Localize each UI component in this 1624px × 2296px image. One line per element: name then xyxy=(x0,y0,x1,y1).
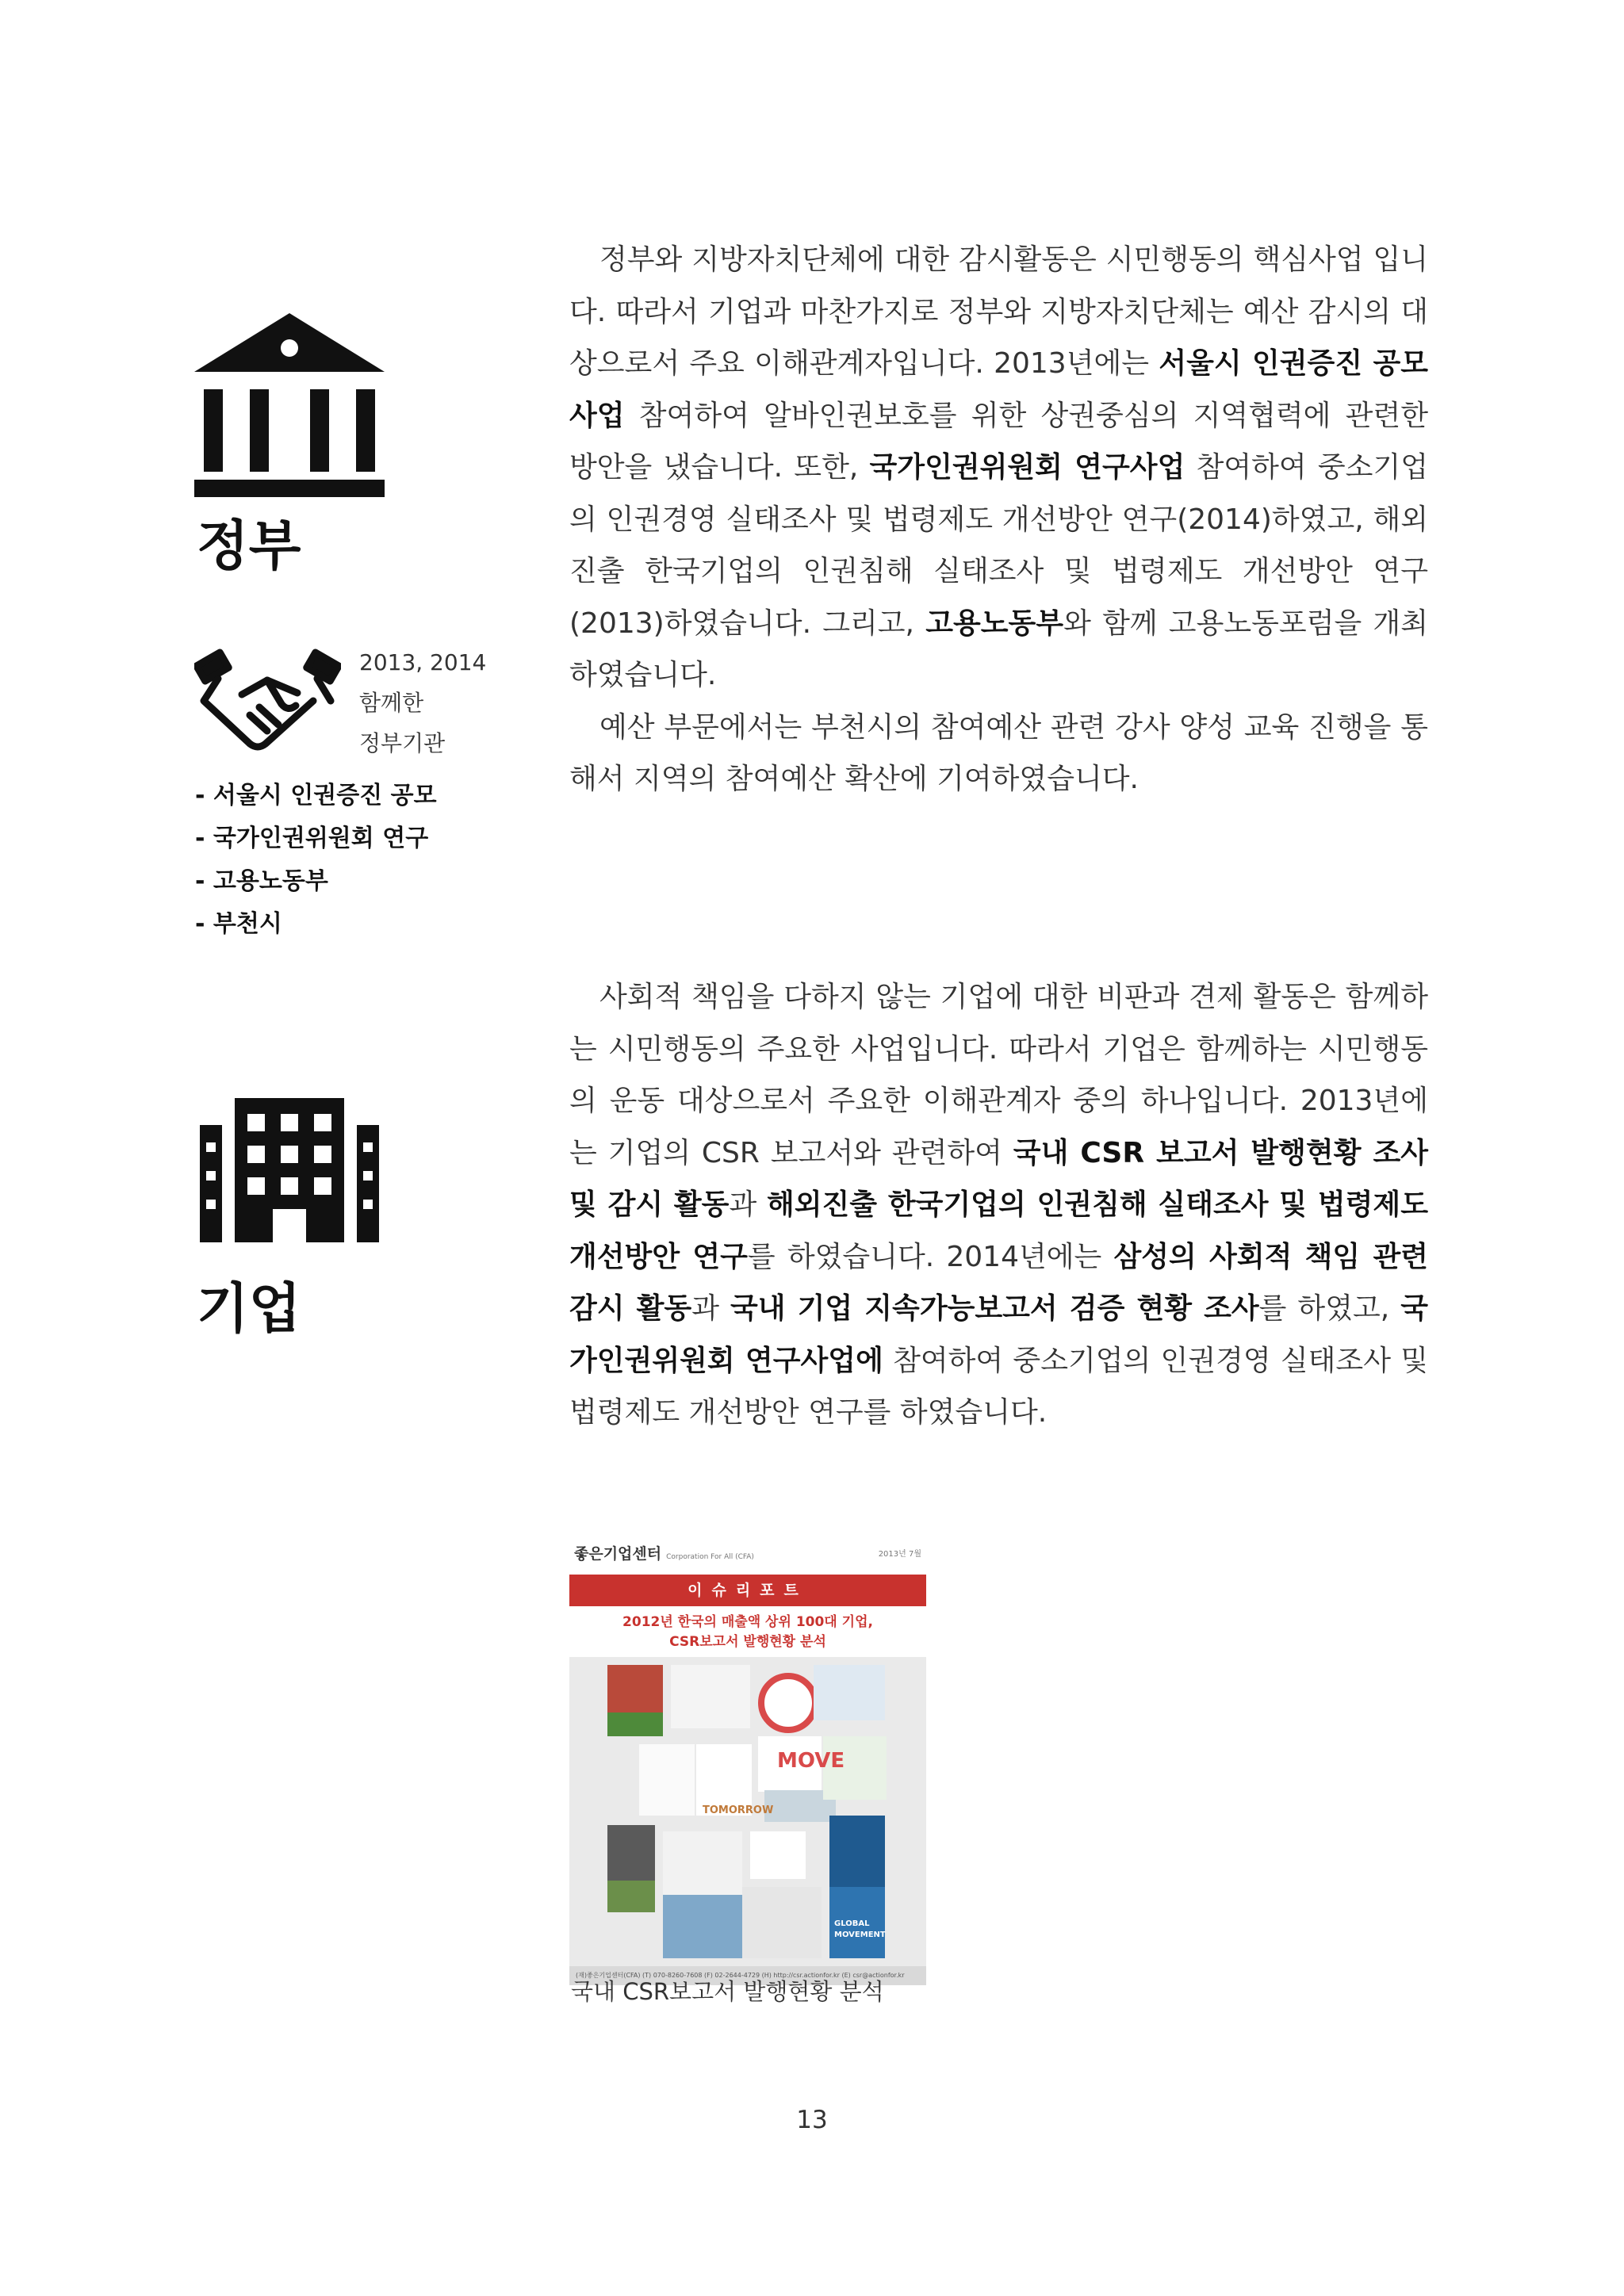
report-date: 2013년 7월 xyxy=(878,1549,921,1559)
report-collage xyxy=(569,1657,926,1966)
body-paragraph: 예산 부문에서는 부천시의 참여예산 관련 강사 양성 교육 진행을 통해서 지역의 참여예산 확산에 기여하였습니다. xyxy=(569,710,1428,795)
partner-list xyxy=(195,775,437,946)
partners-caption xyxy=(359,642,486,763)
collage-text-global: GLOBAL MOVEMENT xyxy=(834,1919,886,1939)
report-cover-image xyxy=(569,1530,926,1979)
section-title-government: 정부 xyxy=(197,515,301,578)
section-title-corporate: 기업 xyxy=(197,1278,301,1341)
emphasis-text: 삼성의 사회적 책임 관련 감시 활동 xyxy=(569,1240,1428,1325)
partner-item: - 고용노동부 xyxy=(195,860,437,903)
report-org-en: Corporation For All (CFA) xyxy=(666,1552,754,1561)
report-footer: (재)좋은기업센터(CFA) (T) 070-8260-7608 (F) 02-2644-4729 (H) http://csr.actionfor.kr (E) csr@actionfor.kr xyxy=(569,1966,926,1985)
report-org: 좋은기업센터 Corporation For All (CFA) xyxy=(574,1544,754,1563)
corporate-body-text xyxy=(569,971,1428,1439)
government-building-icon xyxy=(194,313,385,497)
report-banner: 이슈리포트 xyxy=(569,1575,926,1606)
report-header xyxy=(569,1530,926,1575)
report-caption: 국내 CSR보고서 발행현황 분석 xyxy=(571,1978,884,2005)
handshake-icon xyxy=(194,649,341,753)
collage-text-tomorrow: TOMORROW xyxy=(703,1804,774,1816)
office-building-icon xyxy=(200,1098,379,1242)
partners-caption-years: 2013, 2014 xyxy=(359,649,487,675)
partner-item: - 부천시 xyxy=(195,903,437,946)
emphasis-text: 국가인권위원회 연구사업 xyxy=(869,451,1185,484)
emphasis-text: 서울시 인권증진 공모사업 xyxy=(569,347,1428,432)
emphasis-text: 국내 CSR 보고서 발행현황 조사 및 감시 활동 xyxy=(569,1136,1429,1221)
report-subtitle: 2012년 한국의 매출액 상위 100대 기업, CSR보고서 발행현황 분석 xyxy=(622,1614,873,1650)
partner-item: - 서울시 인권증진 공모 xyxy=(195,775,437,817)
body-paragraph: 사회적 책임을 다하지 않는 기업에 대한 비판과 견제 활동은 함께하는 시민행동의 주요한 사업입니다. 따라서 기업은 함께하는 시민행동의 운동 대상으로서 주요한 이해관계자 중의 하나입니다. 2013년에는 기업의 CSR 보고서와 관련하여 국내 CSR 보고서 발행현황 조사 및 감시 활동과 해외진출 한국기업의 인권침해 실태조사 및 법령제도 개선방안 연구를 하였습니다. 2014년에는 삼성의 사회적 책임 관련 감시 활동과 국내 기업 지속가능보고서 검증 현황 조사를 하였고, 국가인권위원회 연구사업에 참여하여 중소기업의 인권경영 실태조사 및 법령제도 개선방안 연구를 하였습니다. xyxy=(569,981,1429,1429)
government-body-text xyxy=(569,234,1428,806)
partners-caption-line2: 함께한 xyxy=(359,690,424,716)
emphasis-text: 국가인권위원회 연구사업에 xyxy=(569,1292,1428,1377)
emphasis-text: 해외진출 한국기업의 인권침해 실태조사 및 법령제도 개선방안 연구 xyxy=(569,1188,1428,1273)
collage-text-move: MOVE xyxy=(777,1749,845,1773)
body-paragraph: 정부와 지방자치단체에 대한 감시활동은 시민행동의 핵심사업 입니다. 따라서 기업과 마찬가지로 정부와 지방자치단체는 예산 감시의 대상으로서 주요 이해관계자입니다. 2013년에는 서울시 인권증진 공모사업 참여하여 알바인권보호를 위한 상권중심의 지역협력에 관련한 방안을 냈습니다. 또한, 국가인권위원회 연구사업 참여하여 중소기업의 인권경영 실태조사 및 법령제도 개선방안 연구(2014)하였고, 해외진출 한국기업의 인권침해 실태조사 및 법령제도 개선방안 연구(2013)하였습니다. 그리고, 고용노동부와 함께 고용노동포럼을 개최하였습니다. xyxy=(569,243,1428,691)
partner-item: - 국가인권위원회 연구 xyxy=(195,817,437,860)
emphasis-text: 고용노동부 xyxy=(925,607,1064,640)
emphasis-text: 국내 기업 지속가능보고서 검증 현황 조사 xyxy=(730,1292,1259,1325)
page-number: 13 xyxy=(796,2106,828,2134)
partners-caption-line3: 정부기관 xyxy=(359,730,446,756)
